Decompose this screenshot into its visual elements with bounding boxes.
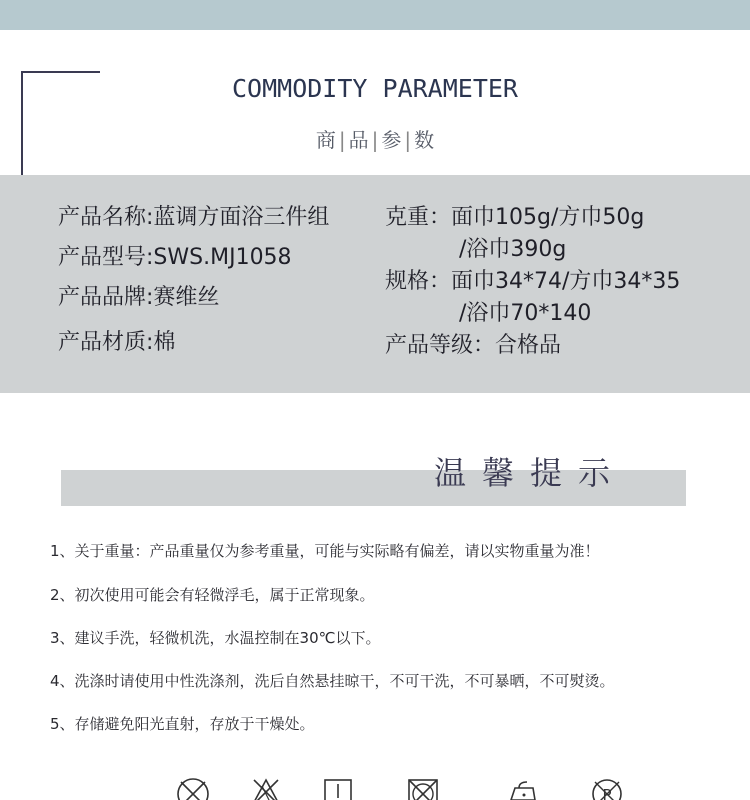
param-value: SWS.MJ1058	[153, 245, 292, 270]
param-label: 产品材质:	[58, 330, 154, 355]
no-tumble-dry-icon	[407, 776, 439, 800]
param-spec-continued: /浴巾70*140	[459, 301, 592, 326]
param-value: 面巾105g/方巾50g	[451, 205, 645, 230]
no-bleach-icon	[250, 776, 282, 800]
param-product-name	[58, 200, 329, 231]
param-weight-continued: /浴巾390g	[459, 237, 567, 262]
section-title-chinese: 商 | 品 | 参 | 数	[315, 128, 435, 152]
param-brand	[58, 280, 219, 311]
iron-icon	[505, 776, 539, 800]
param-value: 合格品	[495, 333, 562, 358]
param-model	[58, 240, 292, 271]
param-label: 克重：	[385, 205, 452, 230]
parameter-panel	[0, 175, 750, 393]
professional-clean-icon	[590, 776, 624, 800]
section-title-english: COMMODITY PARAMETER	[232, 74, 518, 103]
tip-item: 1、关于重量：产品重量仅为参考重量，可能与实际略有偏差，请以实物重量为准！	[50, 542, 600, 560]
svg-text:P: P	[602, 786, 612, 800]
param-value: 面巾34*74/方巾34*35	[451, 269, 681, 294]
title-char: 商	[315, 128, 336, 152]
tips-title: 温馨提示	[434, 454, 627, 492]
tip-item: 3、建议手洗，轻微机洗，水温控制在30℃以下。	[50, 629, 381, 647]
top-color-band	[0, 0, 750, 30]
title-char: 数	[414, 128, 435, 152]
title-char: 参	[381, 128, 402, 152]
param-value: 棉	[153, 330, 176, 355]
param-label: 产品等级：	[385, 333, 496, 358]
tip-item: 2、初次使用可能会有轻微浮毛，属于正常现象。	[50, 586, 375, 604]
title-char: 品	[348, 128, 369, 152]
no-dry-clean-icon	[175, 776, 211, 800]
corner-frame-horizontal	[21, 71, 100, 73]
param-label: 产品品牌:	[58, 285, 154, 310]
param-weight	[385, 200, 644, 231]
tip-item: 4、洗涤时请使用中性洗涤剂，洗后自然悬挂晾干，不可干洗，不可暴晒，不可熨烫。	[50, 672, 615, 690]
param-material	[58, 325, 175, 356]
param-label: 产品名称:	[58, 205, 154, 230]
param-value: 蓝调方面浴三件组	[153, 205, 330, 230]
tip-item: 5、存储避免阳光直射，存放于干燥处。	[50, 715, 315, 733]
param-value: 赛维丝	[153, 285, 220, 310]
param-label: 产品型号:	[58, 245, 154, 270]
param-spec	[385, 264, 680, 295]
param-label: 规格：	[385, 269, 452, 294]
param-grade	[385, 328, 561, 359]
hang-dry-icon	[323, 776, 353, 800]
